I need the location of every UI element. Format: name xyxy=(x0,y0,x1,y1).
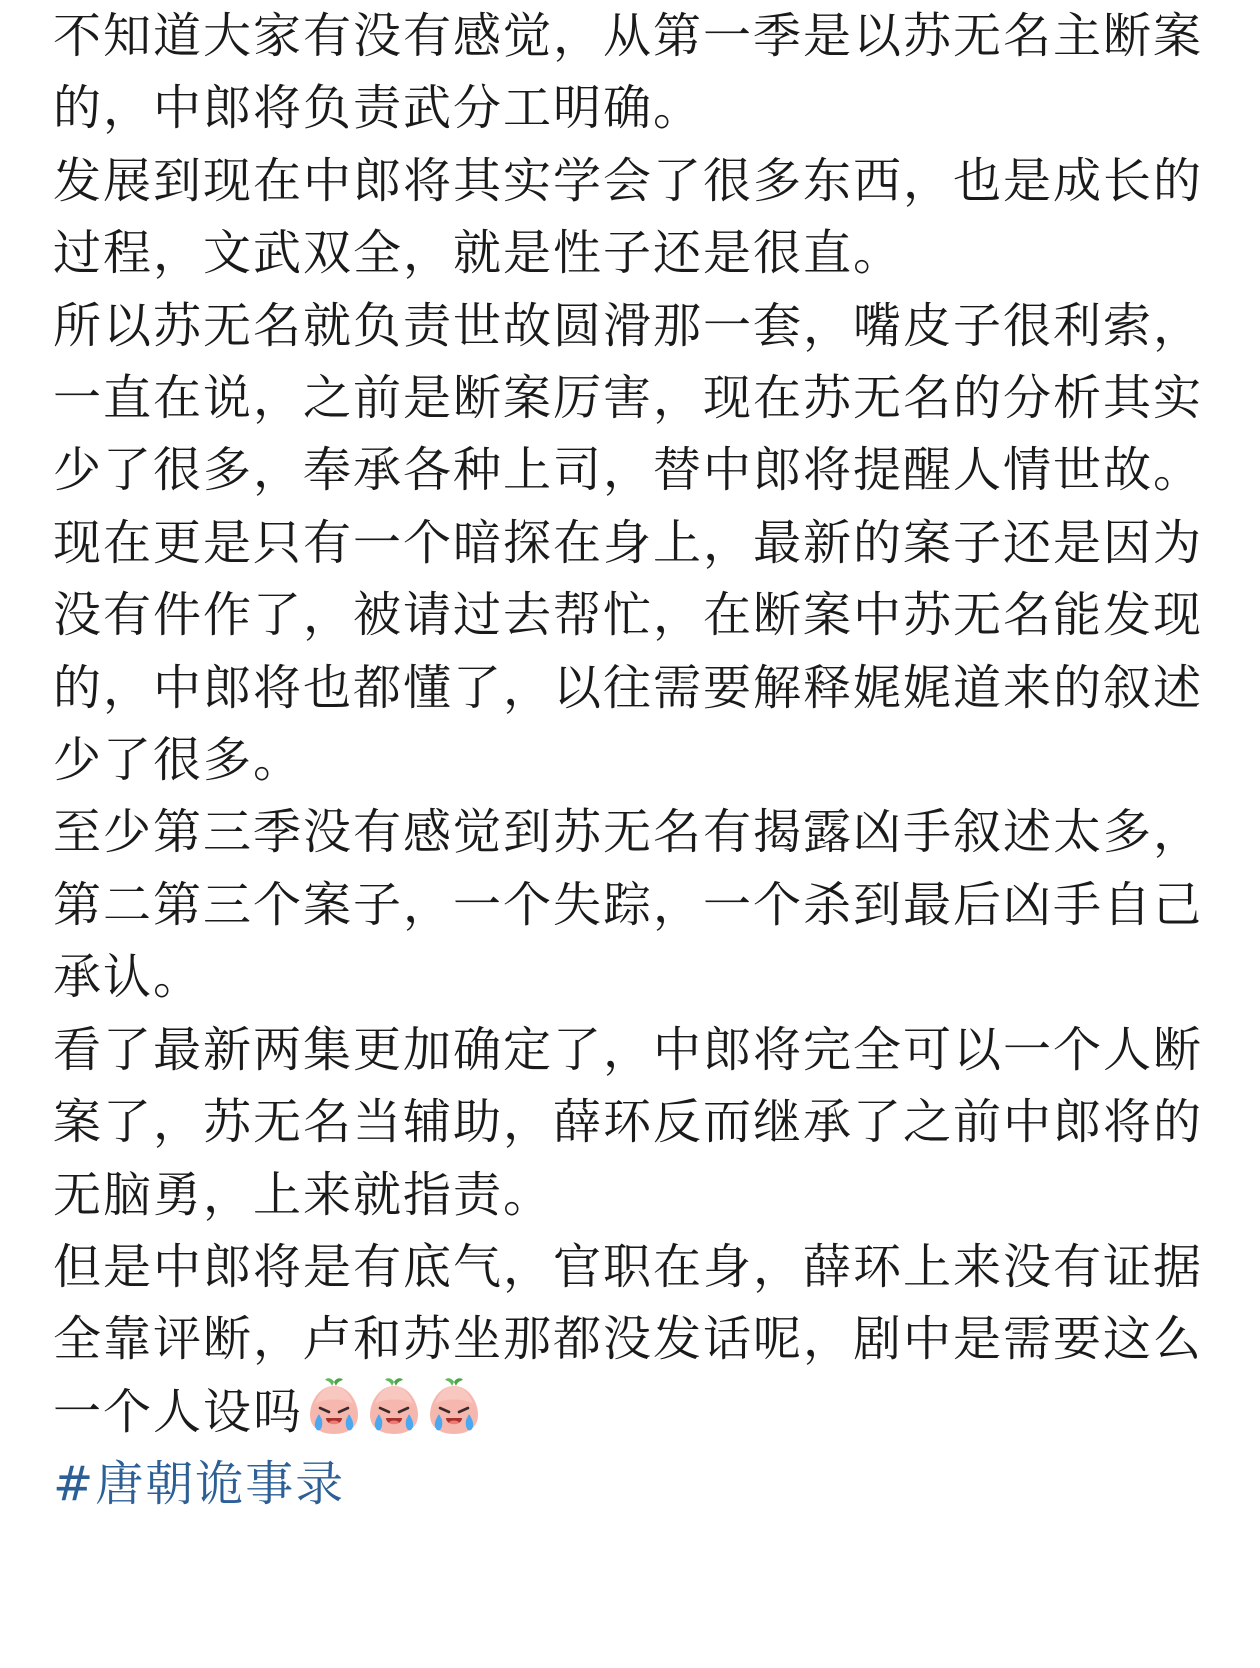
post-body xyxy=(53,0,1218,1448)
crying-face-icon xyxy=(425,1378,483,1436)
paragraph: 看了最新两集更加确定了，中郎将完全可以一个人断案了，苏无名当辅助，薛环反而继承了之前中郎将的无脑勇，上来就指责。 xyxy=(53,1021,1204,1223)
paragraph: 现在更是只有一个暗探在身上，最新的案子还是因为没有件作了，被请过去帮忙，在断案中苏无名能发现的，中郎将也都懂了，以往需要解释娓娓道来的叙述少了很多。 xyxy=(53,514,1204,789)
hashtag-link[interactable]: #唐朝诡事录 xyxy=(53,1456,346,1513)
crying-face-icon xyxy=(365,1378,423,1436)
paragraph-text: 但是中郎将是有底气，官职在身，薛环上来没有证据全靠评断，卢和苏坐那都没发话呢，剧中是需要这么一个人设吗 xyxy=(53,1238,1204,1440)
emoji-group xyxy=(305,1378,483,1436)
post-content xyxy=(53,0,1218,1521)
paragraph: 发展到现在中郎将其实学会了很多东西，也是成长的过程，文武双全，就是性子还是很直。 xyxy=(53,152,1204,282)
paragraph: 至少第三季没有感觉到苏无名有揭露凶手叙述太多，第二第三个案子，一个失踪，一个杀到最后凶手自己承认。 xyxy=(53,804,1204,1006)
paragraph: 不知道大家有没有感觉，从第一季是以苏无名主断案的，中郎将负责武分工明确。 xyxy=(53,8,1204,137)
paragraph-last xyxy=(53,1231,1218,1448)
paragraph: 所以苏无名就负责世故圆滑那一套，嘴皮子很利索，一直在说，之前是断案厉害，现在苏无名的分析其实少了很多，奉承各种上司，替中郎将提醒人情世故。 xyxy=(53,297,1204,499)
crying-face-icon xyxy=(305,1378,363,1436)
